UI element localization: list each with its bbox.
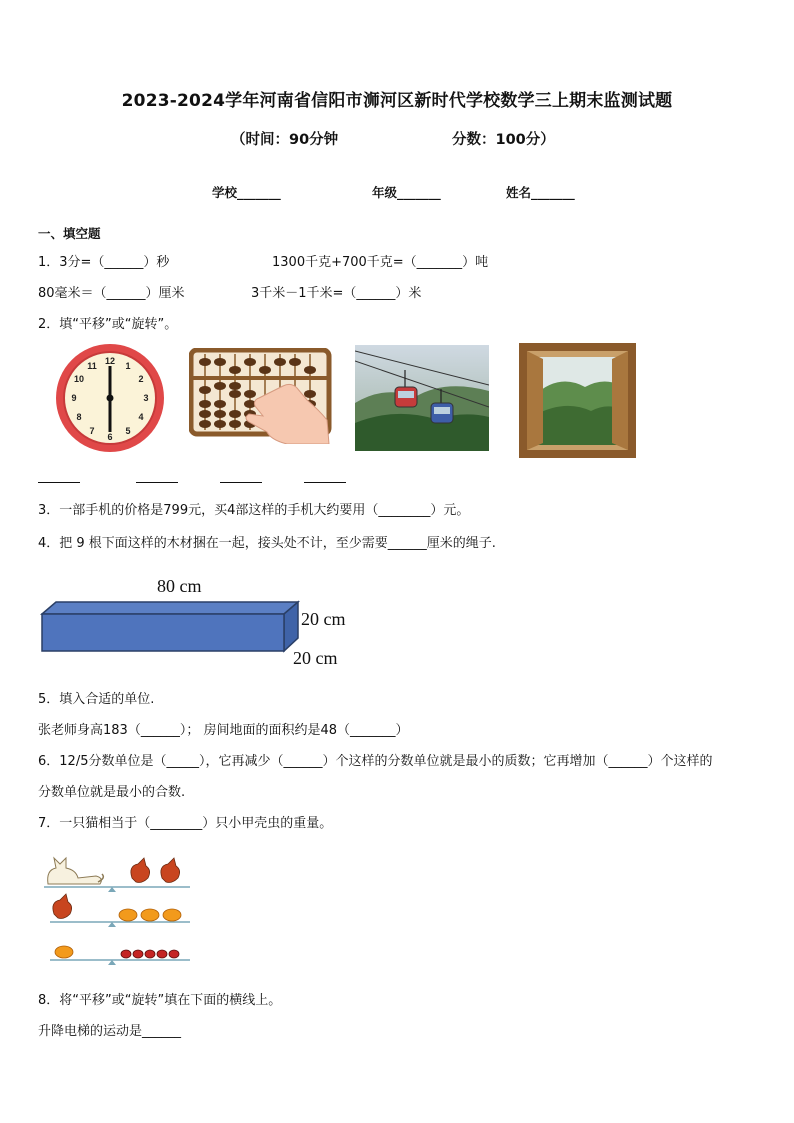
svg-text:5: 5 <box>125 426 131 436</box>
svg-text:7: 7 <box>89 426 95 436</box>
q6-line2: 分数单位就是最小的合数. <box>38 785 186 800</box>
q7-text: 7．一只猫相当于（________）只小甲壳虫的重量。 <box>38 816 333 831</box>
answer-line-abacus[interactable] <box>136 482 178 483</box>
page-title: 2023-2024学年河南省信阳市浉河区新时代学校数学三上期末监测试题 <box>121 91 673 111</box>
q1-b: 1300千克+700千克=（_______）吨 <box>272 255 489 270</box>
svg-text:4: 4 <box>138 412 144 422</box>
beetle-icon <box>121 950 179 958</box>
svg-text:6: 6 <box>107 432 113 442</box>
svg-text:12: 12 <box>104 356 116 366</box>
q1-d: 3千米－1千米=（______）米 <box>251 286 422 301</box>
q2-text: 2．填“平移”或“旋转”。 <box>38 317 178 332</box>
balance-image <box>40 848 198 968</box>
exam-time: （时间：90分钟 <box>231 132 339 148</box>
cat-icon <box>48 858 104 884</box>
q1-a: 1．3分=（______）秒 <box>38 255 170 270</box>
q8-line: 升降电梯的运动是______ <box>38 1024 182 1039</box>
svg-text:2: 2 <box>138 374 144 384</box>
answer-line-cable-car[interactable] <box>220 482 262 483</box>
svg-text:1: 1 <box>125 361 131 371</box>
wood-block-image <box>38 600 303 654</box>
grade-field[interactable]: 年级_______ <box>372 185 441 200</box>
dim-width: 20 cm <box>293 648 338 668</box>
abacus-image <box>189 348 332 444</box>
q1-c: 80毫米＝（______）厘米 <box>38 286 185 301</box>
svg-text:9: 9 <box>71 393 77 403</box>
q5-text: 5．填入合适的单位. <box>38 692 155 707</box>
name-field[interactable]: 姓名_______ <box>506 185 575 200</box>
exam-score: 分数：100分） <box>452 132 555 148</box>
q6-line1: 6．12/5分数单位是（_____），它再减少（______）个这样的分数单位就是最小的质数；它再增加（______）个这样的 <box>38 754 713 769</box>
svg-text:11: 11 <box>87 361 97 371</box>
svg-text:10: 10 <box>73 374 85 384</box>
q5-line: 张老师身高183（______）； 房间地面的面积约是48（_______） <box>38 723 409 738</box>
svg-text:3: 3 <box>143 393 149 403</box>
svg-text:8: 8 <box>76 412 82 422</box>
dim-length: 80 cm <box>157 576 202 596</box>
q3-text: 3．一部手机的价格是799元，买4部这样的手机大约要用（________）元。 <box>38 503 470 518</box>
school-field[interactable]: 学校_______ <box>212 185 281 200</box>
crab-icon <box>119 909 181 921</box>
q4-text: 4．把 9 根下面这样的木材捆在一起，接头处不计，至少需要______厘米的绳子. <box>38 536 496 551</box>
answer-line-window[interactable] <box>304 482 346 483</box>
q8-text: 8．将“平移”或“旋转”填在下面的横线上。 <box>38 993 282 1008</box>
answer-line-clock[interactable] <box>38 482 80 483</box>
window-image <box>519 343 636 458</box>
rooster-icon <box>131 858 180 883</box>
cable-car-image <box>355 345 489 451</box>
clock-image <box>52 342 168 454</box>
dim-height: 20 cm <box>301 609 346 629</box>
section-heading: 一、填空题 <box>38 226 101 241</box>
